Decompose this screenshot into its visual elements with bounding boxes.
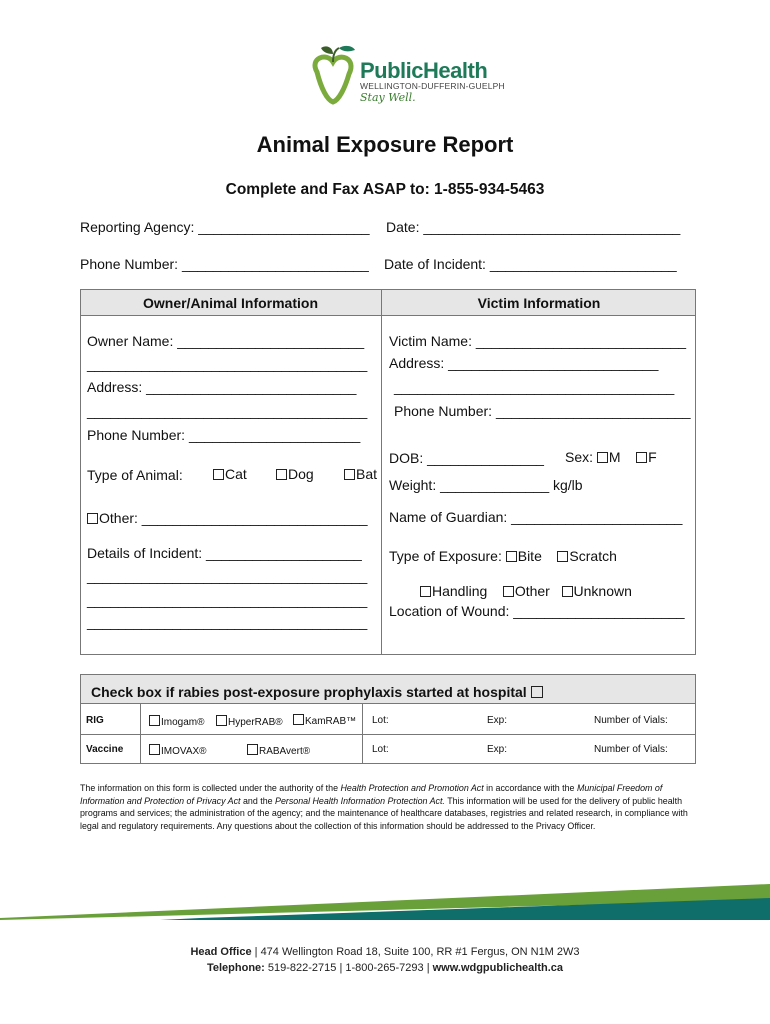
checkbox[interactable] [557, 551, 568, 562]
rig-lot-field[interactable]: Lot: [372, 715, 389, 726]
checkbox[interactable] [87, 513, 98, 524]
fax-subtitle: Complete and Fax ASAP to: 1-855-934-5463 [225, 181, 545, 198]
victim-address-field[interactable]: Address: ___________________________ [389, 355, 659, 371]
disclaimer-text: in accordance with the [483, 783, 577, 793]
col-divider [362, 704, 363, 764]
brand-tagline: Stay Well. [360, 91, 416, 104]
scratch-label: Scratch [569, 548, 617, 564]
brand-public: Public [360, 58, 424, 83]
checkbox[interactable] [293, 714, 304, 725]
col-divider [140, 704, 141, 764]
checkbox[interactable] [344, 469, 355, 480]
other-animal-option[interactable] [87, 510, 368, 526]
hyperrab-label: HyperRAB® [228, 717, 283, 728]
disclaimer-text: and the [240, 795, 276, 806]
checkbox[interactable] [562, 586, 573, 597]
prophylaxis-heading-text: Check box if rabies post-exposure prophylaxis started at hospital [91, 684, 527, 700]
checkbox[interactable] [216, 715, 227, 726]
reporting-agency-field[interactable]: Reporting Agency: ______________________ [80, 219, 370, 235]
checkbox[interactable] [636, 452, 647, 463]
checkbox[interactable] [420, 586, 431, 597]
imogam-option[interactable] [149, 715, 205, 728]
page-title: Animal Exposure Report [256, 132, 514, 157]
disclaimer-text: The information on this form is collected under the authority of the [80, 783, 341, 793]
imovax-option[interactable] [149, 744, 207, 757]
dog-option[interactable] [276, 466, 314, 482]
dob-field[interactable]: DOB: _______________ [389, 450, 544, 466]
kamrab-option[interactable] [293, 714, 356, 727]
details-line[interactable]: ____________________________________ [87, 568, 368, 584]
wound-location-field[interactable]: Location of Wound: ______________________ [389, 603, 685, 619]
owner-phone-field[interactable]: Phone Number: ______________________ [87, 427, 361, 443]
prophylaxis-checkbox[interactable] [531, 686, 543, 698]
telephone-numbers: 519-822-2715 | 1-800-265-7293 | [264, 962, 433, 974]
other-animal-field[interactable]: Other: _____________________________ [99, 510, 368, 526]
exposure-type-row [389, 548, 617, 564]
rabavert-label: RABAvert® [259, 746, 311, 757]
owner-name-field[interactable]: Owner Name: ________________________ [87, 333, 365, 349]
decorative-swoosh [0, 880, 770, 920]
phone-number-field[interactable]: Phone Number: ________________________ [80, 256, 369, 272]
sex-field [565, 449, 657, 465]
website-link[interactable]: www.wdgpublichealth.ca [432, 962, 564, 974]
row-divider [80, 734, 696, 735]
column-divider [381, 289, 382, 655]
vaccine-lot-field[interactable]: Lot: [372, 744, 389, 755]
checkbox[interactable] [506, 551, 517, 562]
prophylaxis-heading [91, 684, 544, 700]
imogam-label: Imogam® [161, 717, 205, 728]
rig-vials-field[interactable]: Number of Vials: [594, 715, 668, 726]
head-office-line [0, 946, 770, 958]
disclaimer-act: Municipal Freedom of Information and Protection of Privacy Act [80, 783, 663, 806]
bat-label: Bat [356, 466, 378, 482]
checkbox[interactable] [276, 469, 287, 480]
checkbox[interactable] [503, 586, 514, 597]
dog-label: Dog [288, 466, 314, 482]
victim-address-line[interactable]: ____________________________________ [394, 379, 675, 395]
head-office-label: Head Office [190, 946, 252, 958]
handling-label: Handling [432, 583, 488, 599]
disclaimer-act: Personal Health Information Protection Act. [275, 795, 445, 806]
victim-heading: Victim Information [477, 295, 601, 311]
rabavert-option[interactable] [247, 744, 310, 757]
exposure-type-row-2 [420, 583, 632, 599]
logo-text [360, 58, 505, 104]
other-exposure-label: Other [514, 583, 550, 599]
vaccine-label: Vaccine [86, 744, 124, 755]
exposure-label: Type of Exposure: [389, 548, 502, 564]
date-field[interactable]: Date: _________________________________ [386, 219, 681, 235]
checkbox[interactable] [213, 469, 224, 480]
hyperrab-option[interactable] [216, 715, 283, 728]
bat-option[interactable] [344, 466, 377, 482]
unknown-label: Unknown [573, 583, 632, 599]
owner-name-line[interactable]: ____________________________________ [87, 356, 368, 372]
cat-label: Cat [225, 466, 247, 482]
rig-exp-field[interactable]: Exp: [487, 715, 508, 726]
brand-health: Health [423, 58, 488, 83]
victim-phone-field[interactable]: Phone Number: _________________________ [394, 403, 691, 419]
telephone-line [0, 962, 770, 974]
cat-option[interactable] [213, 466, 247, 482]
victim-name-field[interactable]: Victim Name: ___________________________ [389, 333, 687, 349]
checkbox[interactable] [597, 452, 608, 463]
type-of-animal-label: Type of Animal: [87, 467, 183, 483]
weight-field[interactable]: Weight: ______________ kg/lb [389, 477, 583, 493]
sex-m-label: M [608, 449, 621, 465]
telephone-label: Telephone: [206, 962, 265, 974]
vaccine-exp-field[interactable]: Exp: [487, 744, 508, 755]
checkbox[interactable] [247, 744, 258, 755]
date-of-incident-field[interactable]: Date of Incident: ________________________ [384, 256, 677, 272]
vaccine-vials-field[interactable]: Number of Vials: [594, 744, 668, 755]
owner-heading: Owner/Animal Information [142, 295, 318, 311]
sex-f-label: F [648, 449, 657, 465]
rig-label: RIG [86, 715, 104, 726]
owner-address-line[interactable]: ____________________________________ [87, 403, 368, 419]
checkbox[interactable] [149, 715, 160, 726]
details-line[interactable]: ____________________________________ [87, 592, 368, 608]
head-office-address: | 474 Wellington Road 18, Suite 100, RR #1 Fergus, ON N1M 2W3 [251, 946, 580, 958]
guardian-field[interactable]: Name of Guardian: ______________________ [389, 509, 683, 525]
disclaimer-act: Health Protection and Promotion Act [340, 783, 484, 793]
sex-label: Sex: [565, 449, 594, 465]
details-of-incident-field[interactable]: Details of Incident: ____________________ [87, 545, 362, 561]
kamrab-label: KamRAB™ [305, 716, 357, 727]
imovax-label: IMOVAX® [161, 746, 207, 757]
disclaimer-text: This information will be used for the delivery of public health programs and services; the administration of the agency; and the maintenance of healthcare databases, registries and related research, in compliance with legal and regulatory requirements. Any questions about the collection of this information should be addressed to the Privacy Officer. [80, 795, 688, 832]
owner-address-field[interactable]: Address: ___________________________ [87, 379, 357, 395]
bite-label: Bite [517, 548, 542, 564]
brand-subline: WELLINGTON-DUFFERIN-GUELPH [360, 81, 505, 91]
details-line[interactable]: ____________________________________ [87, 614, 368, 630]
checkbox[interactable] [149, 744, 160, 755]
privacy-disclaimer [80, 782, 690, 833]
